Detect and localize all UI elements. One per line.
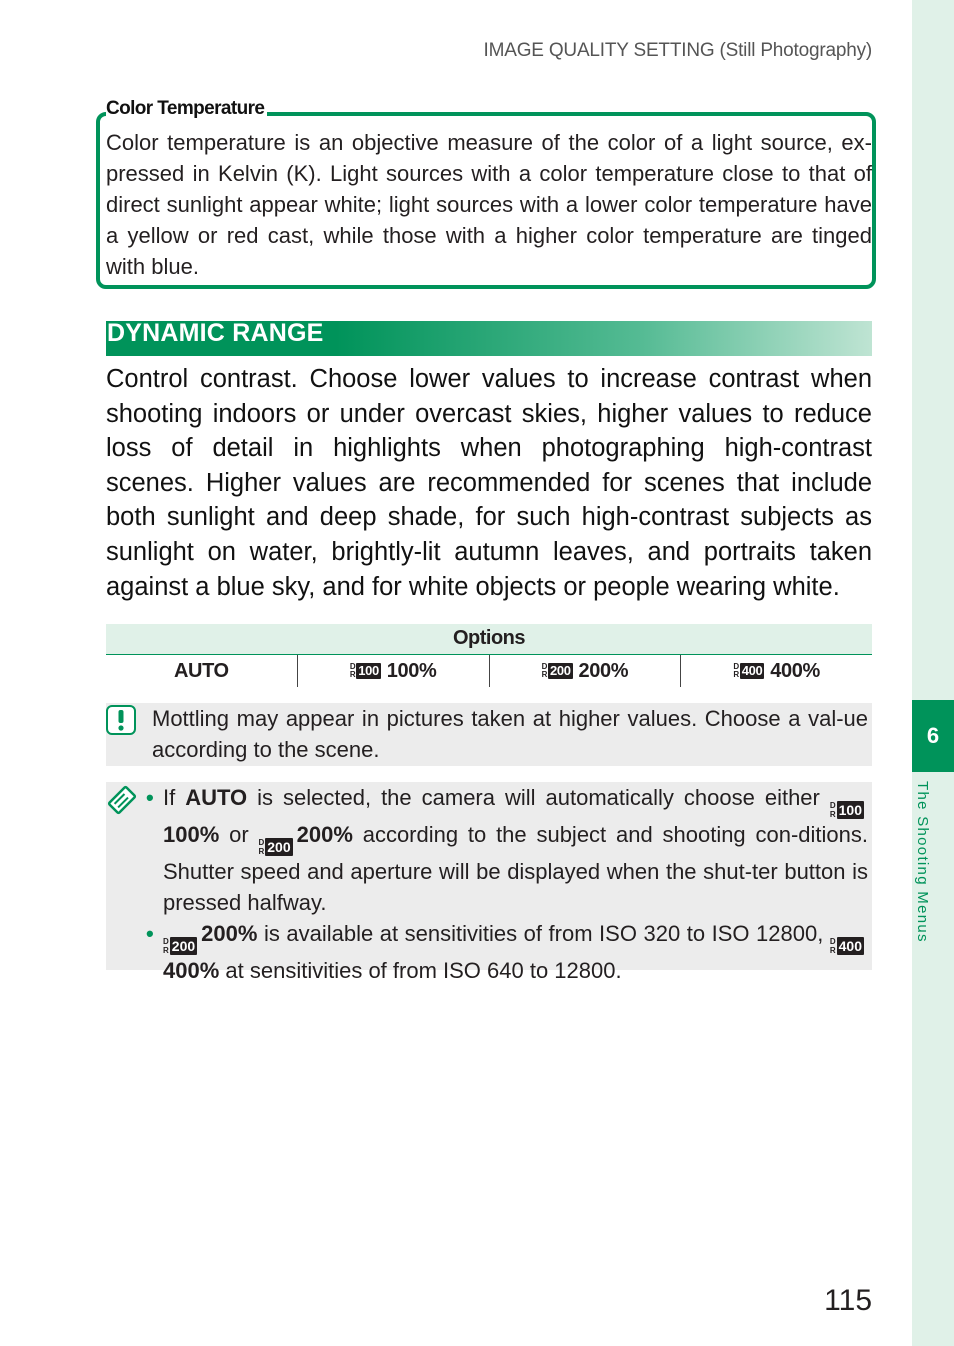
chapter-side-label: The Shooting Menus	[914, 781, 931, 943]
option-dr100[interactable]	[297, 655, 489, 687]
running-header: IMAGE QUALITY SETTING (Still Photography)	[483, 40, 872, 61]
option-label: AUTO	[174, 659, 229, 682]
bullet: •	[146, 921, 154, 946]
chapter-side-strip	[912, 0, 954, 1346]
option-label: 400%	[770, 659, 820, 682]
note-list	[146, 782, 868, 986]
dynamic-range-400-icon: D R 400	[733, 662, 763, 679]
note-icon	[106, 784, 138, 816]
dynamic-range-200-icon: D R 200	[541, 662, 571, 679]
section-title: DYNAMIC RANGE	[107, 319, 324, 347]
caution-text: Mottling may appear in pictures taken at higher values. Choose a val-ue according to the scene.	[152, 706, 868, 762]
options-table-row	[106, 655, 872, 687]
caution-icon	[106, 705, 136, 735]
note-item: • If AUTO is selected, the camera will automatically choose either D R 100 100% or D R 200 200% according to the subject and shooting con-ditions. Shutter speed and aperture will be displayed when the shut-ter button is pressed halfway.	[146, 782, 868, 918]
chapter-tab[interactable]: 6	[912, 700, 954, 772]
options-table-header: Options	[106, 624, 872, 655]
color-temperature-text: Color temperature is an objective measure of the color of a light source, ex-pressed in Kelvin (K). Light sources with a color temperature close to that of direct sunlight appear white; light sources with a lower color temperature have a yellow or red cast, while those with a higher color temperature are tinged with blue.	[106, 130, 872, 279]
section-description: Control contrast. Choose lower values to increase contrast when shooting indoors or under overcast skies, higher values to reduce loss of detail in highlights when photographing high-contrast scenes. Higher values are recommended for scenes that include both sunlight and deep shade, for such high-contrast subjects as sunlight on water, brightly-lit autumn leaves, and portraits taken against a blue sky, and for white objects or people wearing white.	[106, 365, 872, 601]
option-dr400[interactable]	[680, 655, 872, 687]
dynamic-range-200-icon: D R 200	[258, 838, 291, 856]
option-label: 100%	[386, 659, 437, 682]
page-number: 115	[824, 1284, 872, 1317]
dynamic-range-200-icon: D R 200	[163, 937, 196, 955]
bullet: •	[146, 785, 154, 810]
color-temperature-title: Color Temperature	[106, 98, 267, 120]
dynamic-range-100-icon: D R 100	[829, 801, 862, 819]
dynamic-range-400-icon: D R 400	[829, 937, 862, 955]
option-auto[interactable]	[106, 655, 297, 687]
auto-emphasis: AUTO	[185, 785, 248, 810]
dynamic-range-100-icon: D R 100	[349, 662, 379, 679]
option-dr200[interactable]	[489, 655, 681, 687]
option-label: 200%	[578, 659, 629, 682]
note-item: • D R 200 200% is available at sensitivities of from ISO 320 to ISO 12800, D R 400 400% at sensitivities of from ISO 640 to 12800.	[146, 918, 868, 986]
